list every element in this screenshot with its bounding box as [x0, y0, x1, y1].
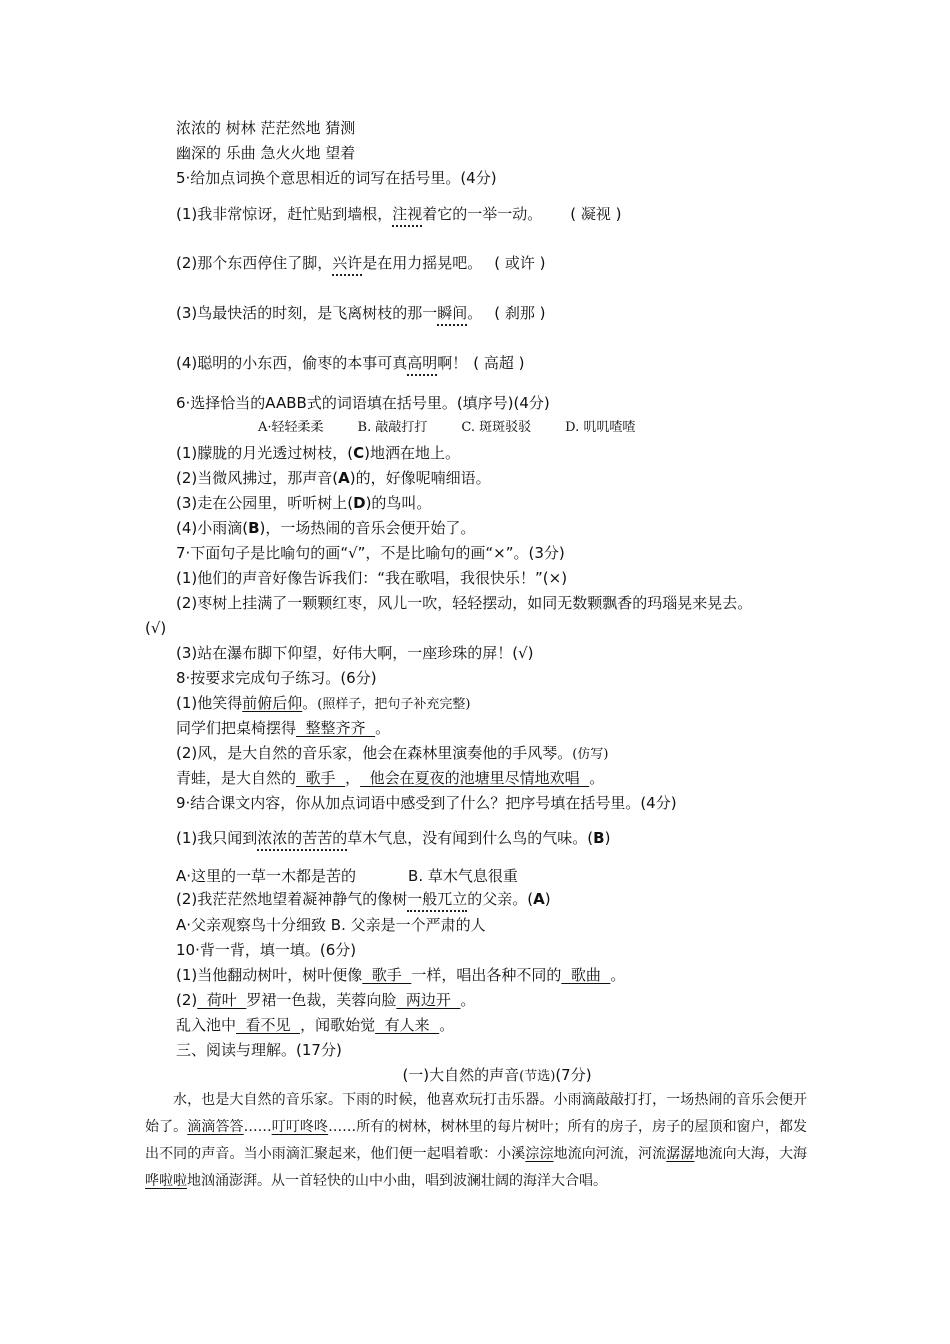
q10-line-3: 乱入池中 看不见 ，闻歌始觉 有人来 。 — [176, 1016, 455, 1034]
section3-title: 三、阅读与理解。(17分) — [176, 1041, 342, 1059]
word-line-2: 幽深的 乐曲 急火火地 望着 — [176, 144, 356, 162]
q8-title: 8·按要求完成句子练习。(6分) — [176, 669, 377, 687]
q8-fill-2: 青蛙，是大自然的 歌手 ， 他会在夏夜的池塘里尽情地欢唱 。 — [176, 769, 605, 787]
q7-title: 7·下面句子是比喻句的画“√”，不是比喻句的画“×”。(3分) — [176, 544, 565, 562]
q8-fill-1: 同学们把桌椅摆得 整整齐齐 。 — [176, 719, 391, 737]
q6-item-2: (2)当微风拂过，那声音(A)的，好像呢喃细语。 — [176, 469, 491, 487]
q8-item-2: (2)风，是大自然的音乐家，他会在森林里演奏他的手风琴。(仿写) — [176, 744, 609, 762]
passage-title: (一)大自然的声音(节选)(7分) — [402, 1066, 592, 1084]
q9-item-1: (1)我只闻到浓浓的苦苦的草木气息，没有闻到什么鸟的气味。(B) — [176, 828, 610, 848]
q6-title: 6·选择恰当的AABB式的词语填在括号里。(填序号)(4分) — [176, 394, 550, 412]
q6-options: A·轻轻柔柔 B. 敲敲打打 C. 斑斑驳驳 D. 叽叽喳喳 — [258, 420, 636, 435]
q10-title: 10·背一背，填一填。(6分) — [176, 941, 357, 959]
q5-item-1: (1)我非常惊讶，赶忙贴到墙根，注视着它的一举一动。 ( 凝视 ) — [176, 204, 622, 224]
q7-item-2: (2)枣树上挂满了一颗颗红枣，风儿一吹，轻轻摆动，如同无数颗飘香的玛瑙晃来晃去。 — [176, 594, 753, 612]
q6-item-4: (4)小雨滴(B)，一场热闹的音乐会便开始了。 — [176, 519, 476, 537]
q5-item-3: (3)鸟最快活的时刻，是飞离树枝的那一瞬间。 ( 刹那 ) — [176, 303, 546, 323]
q9-item-2-options: A·父亲观察鸟十分细致 B. 父亲是一个严肃的人 — [176, 916, 486, 934]
q9-title: 9·结合课文内容，你从加点词语中感受到了什么？把序号填在括号里。(4分) — [176, 794, 677, 812]
q10-line-2: (2) 荷叶 罗裙一色裁，芙蓉向脸 两边开 。 — [176, 991, 476, 1009]
q5-item-2: (2)那个东西停住了脚，兴许是在用力摇晃吧。 ( 或许 ) — [176, 253, 546, 273]
q7-item-3: (3)站在瀑布脚下仰望，好伟大啊，一座珍珠的屏！(√) — [176, 644, 534, 662]
q7-item-2-answer: (√) — [145, 619, 167, 637]
passage-body: 水，也是大自然的音乐家。下雨的时候，他喜欢玩打击乐器。小雨滴敲敲打打，一场热闹的音乐会便开始了。滴滴答答……叮叮咚咚……所有的树林，树林里的每片树叶；所有的房子，房子的屋顶和窗户，都发出不同的声音。当小雨滴汇聚起来，他们便一起唱着歌：小溪淙淙地流向河流，河流潺潺地流向大海，大海哗啦啦地汹涌澎湃。从一首轻快的山中小曲，唱到波澜壮阔的海洋大合唱。 — [145, 1092, 808, 1189]
q7-item-1: (1)他们的声音好像告诉我们：“我在歌唱，我很快乐！”(×) — [176, 569, 568, 587]
word-line-1: 浓浓的 树林 茫茫然地 猜测 — [176, 119, 356, 137]
q9-item-2: (2)我茫茫然地望着凝神静气的像树一般兀立的父亲。(A) — [176, 889, 551, 909]
q5-title: 5·给加点词换个意思相近的词写在括号里。(4分) — [176, 169, 497, 187]
q5-item-4: (4)聪明的小东西，偷枣的本事可真高明啊！ ( 高超 ) — [176, 353, 525, 373]
q9-item-1-options: A·这里的一草一木都是苦的 B. 草木气息很重 — [176, 867, 518, 885]
q8-item-1: (1)他笑得前俯后仰。(照样子，把句子补充完整) — [176, 694, 471, 712]
q6-item-1: (1)朦胧的月光透过树枝，(C)地洒在地上。 — [176, 444, 460, 462]
q10-line-1: (1)当他翻动树叶，树叶便像 歌手 一样，唱出各种不同的 歌曲 。 — [176, 966, 626, 984]
q6-item-3: (3)走在公园里，听听树上(D)的鸟叫。 — [176, 494, 432, 512]
